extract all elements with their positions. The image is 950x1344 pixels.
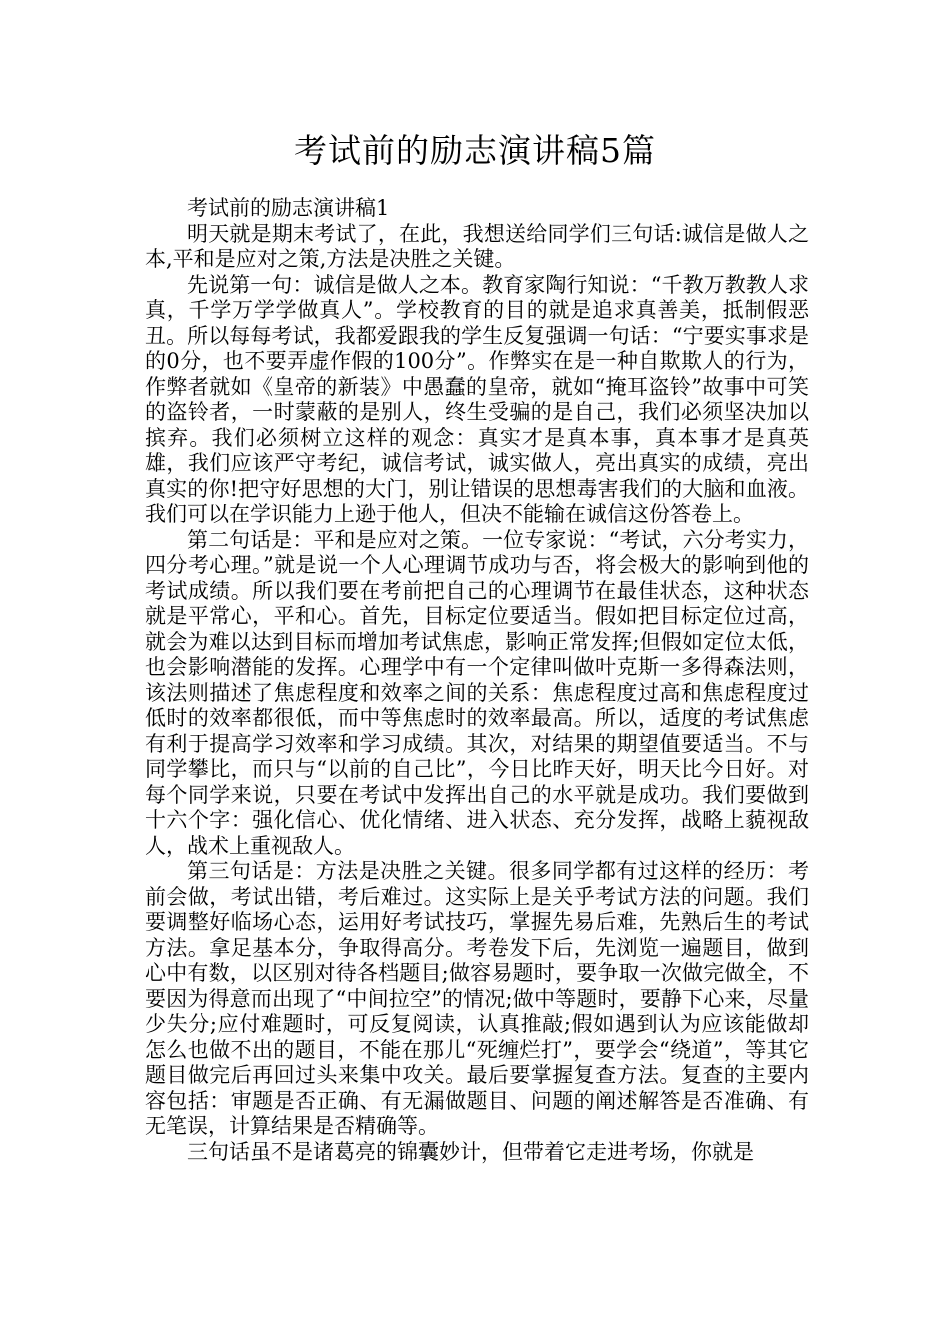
document-title: 考试前的励志演讲稿5篇 — [294, 131, 656, 170]
paragraph-intro: 明天就是期末考试了，在此，我想送给同学们三句话:诚信是做人之本,平和是应对之策,方法是决胜之关键。 — [145, 221, 809, 271]
document-body — [145, 196, 809, 1165]
paragraph-honesty: 先说第一句：诚信是做人之本。教育家陶行知说：“千教万教教人求真，千学万学学做真人”。学校教育的目的就是追求真善美，抵制假恶丑。所以每每考试，我都爱跟我的学生反复强调一句话：“宁要实事求是的0分，也不要弄虚作假的100分”。作弊实在是一种自欺欺人的行为，作弊者就如《皇帝的新装》中愚蠢的皇帝，就如“掩耳盗铃”故事中可笑的盗铃者，一时蒙蔽的是别人，终生受骗的是自己，我们必须坚决加以摈弃。我们必须树立这样的观念：真实才是真本事，真本事才是真英雄，我们应该严守考纪，诚信考试，诚实做人，亮出真实的成绩，亮出真实的你!把守好思想的大门，别让错误的思想毒害我们的大脑和血液。我们可以在学识能力上逊于他人，但决不能输在诚信这份答卷上。 — [145, 272, 809, 526]
paragraph-conclusion: 三句话虽不是诸葛亮的锦囊妙计，但带着它走进考场，你就是 — [187, 1139, 754, 1164]
paragraph-method: 第三句话是：方法是决胜之关键。很多同学都有过这样的经历：考前会做，考试出错，考后难过。这实际上是关乎考试方法的问题。我们要调整好临场心态，运用好考试技巧，掌握先易后难，先熟后生的考试方法。拿足基本分，争取得高分。考卷发下后，先浏览一遍题目，做到心中有数，以区别对待各档题目;做容易题时，要争取一次做完做全，不要因为得意而出现了“中间拉空”的情况;做中等题时，要静下心来，尽量少失分;应付难题时，可反复阅读，认真推敲;假如遇到认为应该能做却怎么也做不出的题目，不能在那儿“死缠烂打”，要学会“绕道”，等其它题目做完后再回过头来集中攻关。最后要掌握复查方法。复查的主要内容包括：审题是否正确、有无漏做题目、问题的阐述解答是否准确、有无笔误，计算结果是否精确等。 — [145, 859, 809, 1138]
section-heading: 考试前的励志演讲稿1 — [187, 196, 390, 220]
paragraph-calmness: 第二句话是：平和是应对之策。一位专家说：“考试，六分考实力，四分考心理。”就是说一个人心理调节成功与否，将会极大的影响到他的考试成绩。所以我们要在考前把自己的心理调节在最佳状态，这种状态就是平常心，平和心。首先，目标定位要适当。假如把目标定位过高，就会为难以达到目标而增加考试焦虑，影响正常发挥;但假如定位太低，也会影响潜能的发挥。心理学中有一个定律叫做叶克斯一多得森法则，该法则描述了焦虑程度和效率之间的关系：焦虑程度过高和焦虑程度过低时的效率都很低，而中等焦虑时的效率最高。所以，适度的考试焦虑有利于提高学习效率和学习成绩。其次，对结果的期望值要适当。不与同学攀比，而只与“以前的自己比”，今日比昨天好，明天比今日好。对每个同学来说，只要在考试中发挥出自己的水平就是成功。我们要做到十六个字：强化信心、优化情绪、进入状态、充分发挥，战略上藐视敌人，战术上重视敌人。 — [145, 527, 809, 858]
